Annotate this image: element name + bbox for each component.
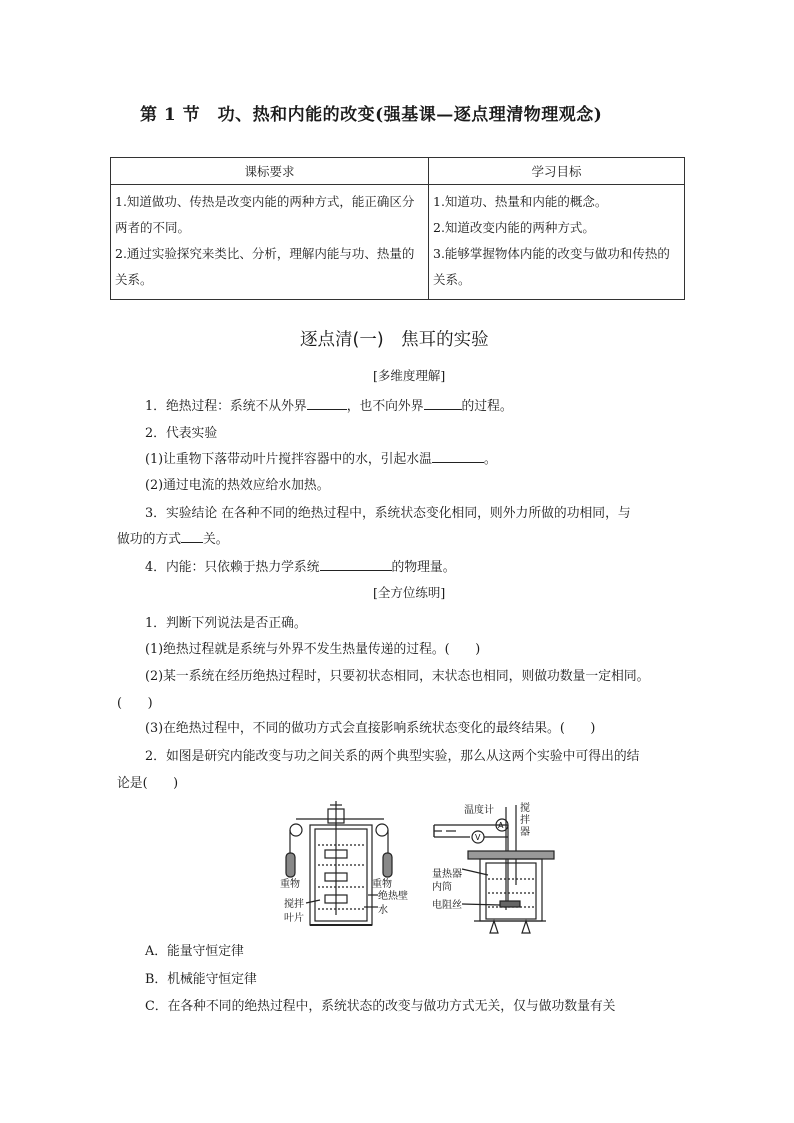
fill-blank[interactable] [424, 397, 462, 410]
label-paddle-line2: 叶片 [284, 913, 304, 924]
joule-experiment-figure [270, 795, 560, 940]
label-calorimeter-2: 内筒 [432, 882, 452, 893]
page-title: 第 1 节 功、热和内能的改变(强基课—逐点理清物理观念) [140, 105, 603, 125]
fill-blank[interactable] [320, 558, 392, 571]
item-experiment: 2．代表实验 [145, 426, 218, 441]
question-1-b-answer: ( ) [117, 696, 153, 711]
requirement-item: 1.知道做功、传热是改变内能的两种方式，能正确区分两者的不同。 [115, 194, 415, 235]
fill-blank[interactable] [181, 530, 203, 543]
question-1-c: (3)在绝热过程中，不同的做功方式会直接影响系统状态变化的最终结果。( ) [145, 721, 596, 736]
goals-cell [429, 185, 685, 300]
fill-blank[interactable] [307, 397, 347, 410]
question-2-cont: 论是( ) [117, 776, 179, 791]
option-c: C．在各种不同的绝热过程中，系统状态的改变与做功方式无关，仅与做功数量有关 [145, 999, 616, 1014]
table-header-goals: 学习目标 [429, 158, 685, 185]
label-weight-right: 重物 [372, 879, 392, 890]
question-1-a: (1)绝热过程就是系统与外界不发生热量传递的过程。( ) [145, 642, 481, 657]
label-stirrer-1: 搅 [520, 803, 530, 814]
item-adiabatic: 1．绝热过程：系统不从外界 ，也不向外界 的过程。 [145, 399, 513, 414]
item-conclusion: 3．实验结论 在各种不同的绝热过程中，系统状态变化相同，则外力所做的功相同，与 [145, 506, 631, 521]
item-conclusion-cont: 做功的方式 关。 [117, 532, 229, 547]
section-title: 逐点清(一) 焦耳的实验 [300, 330, 489, 350]
label-weight-left: 重物 [280, 879, 300, 890]
section-subtitle-understand: [多维度理解] [373, 368, 446, 383]
item-internal-energy: 4．内能：只依赖于热力学系统 的物理量。 [145, 560, 456, 575]
table-header-row [111, 158, 685, 185]
label-stirrer-3: 器 [520, 827, 530, 838]
item-experiment-2: (2)通过电流的热效应给水加热。 [145, 478, 330, 493]
fill-blank[interactable] [432, 450, 484, 463]
question-1-b: (2)某一系统在经历绝热过程时，只要初状态相同，末状态也相同，则做功数量一定相同。 [145, 669, 650, 684]
table-header-requirements: 课标要求 [111, 158, 429, 185]
section-subtitle-practice: [全方位练明] [373, 585, 446, 600]
ammeter-icon: A [498, 821, 504, 830]
requirement-item: 2.通过实验探究来类比、分析，理解内能与功、热量的关系。 [115, 246, 415, 287]
label-calorimeter-1: 量热器 [432, 869, 462, 880]
item-experiment-1: (1)让重物下落带动叶片搅拌容器中的水，引起水温 。 [145, 452, 497, 467]
label-water: 水 [378, 905, 388, 916]
label-resistor: 电阻丝 [432, 900, 462, 911]
goal-item: 1.知道功、热量和内能的概念。 [433, 194, 608, 209]
voltmeter-icon: V [475, 833, 481, 842]
label-thermometer: 温度计 [464, 805, 494, 816]
standards-table [110, 157, 685, 300]
goal-item: 3.能够掌握物体内能的改变与做功和传热的关系。 [433, 246, 670, 287]
question-1: 1．判断下列说法是否正确。 [145, 616, 307, 631]
label-paddle-line1: 搅拌 [284, 899, 304, 910]
label-stirrer-2: 拌 [520, 815, 530, 826]
requirements-cell [111, 185, 429, 300]
table-row [111, 185, 685, 300]
label-insulated-wall: 绝热壁 [378, 891, 408, 902]
option-b: B．机械能守恒定律 [145, 972, 257, 987]
option-a: A．能量守恒定律 [145, 944, 244, 959]
goal-item: 2.知道改变内能的两种方式。 [433, 220, 595, 235]
question-2: 2．如图是研究内能改变与功之间关系的两个典型实验，那么从这两个实验中可得出的结 [145, 749, 640, 764]
